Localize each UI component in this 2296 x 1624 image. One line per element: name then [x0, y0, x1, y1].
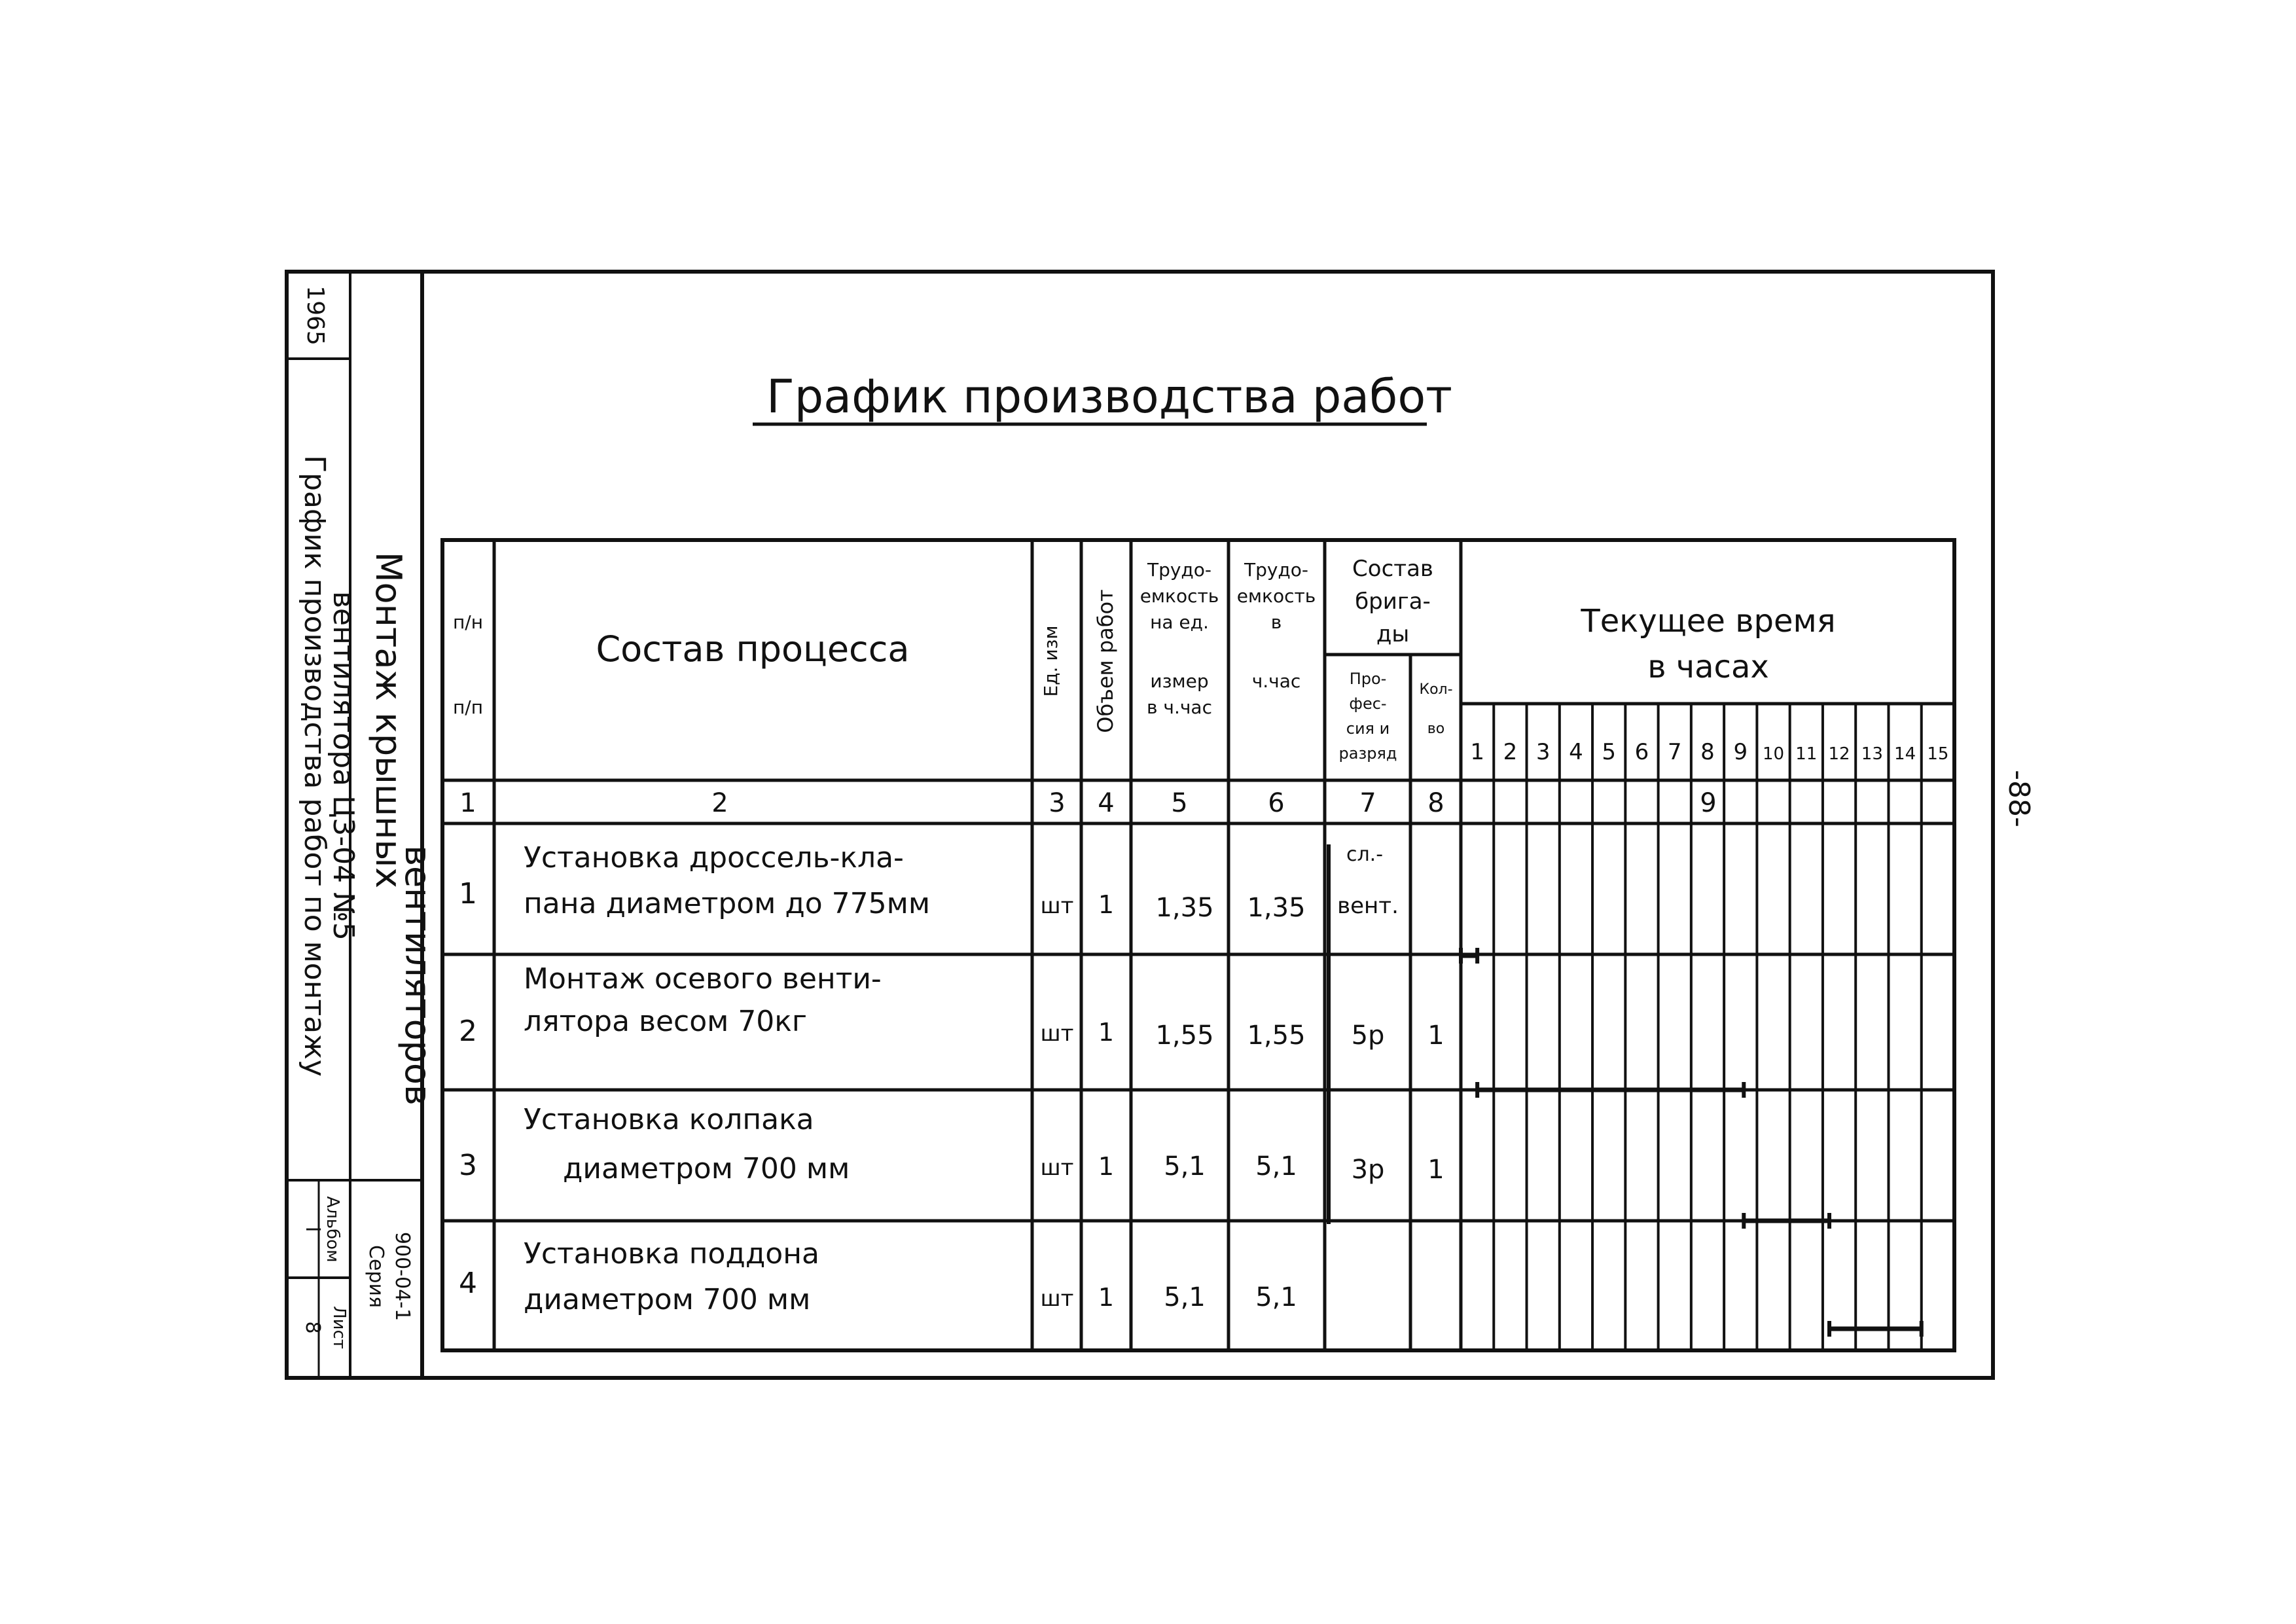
row3-process-1: Установка колпака: [524, 1103, 814, 1136]
hour-label: 2: [1503, 739, 1518, 765]
hour-label: 14: [1894, 744, 1916, 764]
hdr-labor-unit-3: на ед.: [1150, 611, 1209, 633]
row3-labor-unit: 5,1: [1164, 1151, 1206, 1182]
hdr-labor-total-4: ч.час: [1251, 670, 1301, 692]
hdr-quantity-2: во: [1427, 721, 1445, 737]
hdr-time-1: Текущее время: [1581, 603, 1836, 640]
stamp-album-value: I: [301, 1226, 324, 1233]
stamp-work-name-2: вентилятора Ц3-04 №5: [327, 591, 360, 941]
hour-label: 9: [1733, 739, 1748, 765]
hdr-brigade-3: ды: [1376, 621, 1410, 647]
hdr-labor-unit-2: емкость: [1139, 585, 1219, 607]
row2-process-2: лятора весом 70кг: [524, 1005, 807, 1038]
hdr-profession-4: разряд: [1338, 744, 1397, 763]
row4-labor-unit: 5,1: [1164, 1282, 1206, 1312]
hdr-labor-unit-4: измер: [1150, 670, 1209, 692]
stamp-project-title-1: Монтаж крышных: [368, 551, 409, 889]
hdr-labor-unit-5: в ч.час: [1147, 696, 1212, 718]
hdr-time-2: в часах: [1647, 649, 1769, 685]
row2-unit: шт: [1040, 1020, 1074, 1047]
row4-process-1: Установка поддона: [524, 1237, 819, 1271]
hdr-unit: Ед. изм: [1040, 625, 1062, 697]
page-number: -88-: [2002, 770, 2036, 827]
row1-process-1: Установка дроссель-кла-: [524, 841, 904, 875]
row4-num: 4: [459, 1267, 477, 1300]
stamp-work-name-1: График производства работ по монтажу: [298, 455, 331, 1077]
hdr-labor-total-1: Трудо-: [1244, 559, 1309, 581]
colnum-2: 2: [711, 788, 728, 818]
stamp-year: 1965: [302, 285, 329, 346]
hour-label: 4: [1569, 739, 1583, 765]
row4-volume: 1: [1098, 1283, 1115, 1312]
table-row: [459, 962, 1444, 1051]
page-title: График производства работ: [766, 370, 1452, 424]
row1-unit: шт: [1040, 893, 1074, 919]
hdr-num-bottom: п/п: [452, 696, 484, 718]
row4-labor-total: 5,1: [1255, 1282, 1297, 1312]
table-row: [459, 841, 1399, 923]
row2-num: 2: [459, 1015, 477, 1048]
stamp-album-label: Альбом: [323, 1196, 342, 1263]
row1-labor-unit: 1,35: [1155, 893, 1214, 923]
colnum-4: 4: [1098, 788, 1115, 818]
hdr-brigade-2: брига-: [1355, 588, 1431, 615]
hdr-labor-total-3: в: [1270, 611, 1282, 633]
colnum-1: 1: [459, 788, 476, 818]
hdr-profession-3: сия и: [1346, 719, 1390, 738]
colnum-6: 6: [1268, 788, 1285, 818]
hour-labels: [1470, 739, 1948, 765]
row2-profession: 5р: [1351, 1020, 1385, 1051]
hdr-profession-2: фес-: [1349, 695, 1387, 713]
row2-volume: 1: [1098, 1018, 1115, 1047]
stamp-sheet-value: 8: [301, 1321, 324, 1334]
colnum-8: 8: [1427, 788, 1444, 818]
hour-label: 12: [1828, 744, 1850, 764]
hour-label: 1: [1470, 739, 1484, 765]
row1-labor-total: 1,35: [1247, 893, 1306, 923]
table-header: [453, 556, 1836, 763]
colnum-5: 5: [1171, 788, 1188, 818]
hour-label: 11: [1795, 744, 1818, 764]
row4-process-2: диаметром 700 мм: [524, 1283, 811, 1316]
row3-labor-total: 5,1: [1255, 1151, 1297, 1182]
hdr-quantity-1: Кол-: [1419, 681, 1453, 698]
row2-labor-unit: 1,55: [1155, 1020, 1214, 1051]
hour-label: 8: [1700, 739, 1715, 765]
row2-process-1: Монтаж осевого венти-: [524, 962, 882, 996]
row4-unit: шт: [1040, 1286, 1074, 1312]
row3-quantity: 1: [1427, 1155, 1444, 1185]
row2-quantity: 1: [1427, 1020, 1444, 1051]
colnum-7: 7: [1359, 788, 1376, 818]
stamp-sheet-label: Лист: [329, 1306, 349, 1349]
hour-label: 5: [1602, 739, 1617, 765]
hdr-brigade-1: Состав: [1352, 556, 1433, 582]
row3-volume: 1: [1098, 1152, 1115, 1181]
hdr-labor-unit-1: Трудо-: [1147, 559, 1212, 581]
row3-profession: 3р: [1351, 1155, 1385, 1185]
row3-process-2: диаметром 700 мм: [563, 1152, 850, 1185]
row2-labor-total: 1,55: [1247, 1020, 1306, 1051]
row1-profession-1: сл.-: [1346, 843, 1384, 866]
hour-label: 10: [1762, 744, 1785, 764]
hour-label: 15: [1927, 744, 1949, 764]
row1-process-2: пана диаметром до 775мм: [524, 887, 931, 920]
colnum-9: 9: [1700, 788, 1717, 818]
stamp-series-value: 900-04-1: [391, 1231, 414, 1322]
hdr-labor-total-2: емкость: [1236, 585, 1316, 607]
row3-num: 3: [459, 1149, 477, 1182]
row1-num: 1: [459, 877, 477, 911]
hdr-process: Состав процесса: [596, 628, 910, 670]
hdr-volume: Объем работ: [1093, 589, 1118, 733]
row3-unit: шт: [1040, 1155, 1074, 1181]
colnum-3: 3: [1049, 788, 1066, 818]
hour-label: 6: [1634, 739, 1649, 765]
hdr-num-top: п/н: [452, 611, 484, 633]
stamp-series-label: Серия: [365, 1245, 387, 1308]
table-row: [459, 1237, 1297, 1316]
hour-label: 3: [1535, 739, 1551, 765]
column-numbers-row: [459, 788, 1716, 818]
hour-label: 13: [1861, 744, 1883, 764]
stamp-project-title-2: вентиляторов: [397, 845, 439, 1106]
hdr-profession-1: Про-: [1349, 670, 1387, 688]
row1-volume: 1: [1098, 890, 1115, 919]
row1-profession-2: вент.: [1337, 893, 1399, 919]
table-row: [459, 1103, 1444, 1185]
hour-label: 7: [1667, 739, 1682, 765]
